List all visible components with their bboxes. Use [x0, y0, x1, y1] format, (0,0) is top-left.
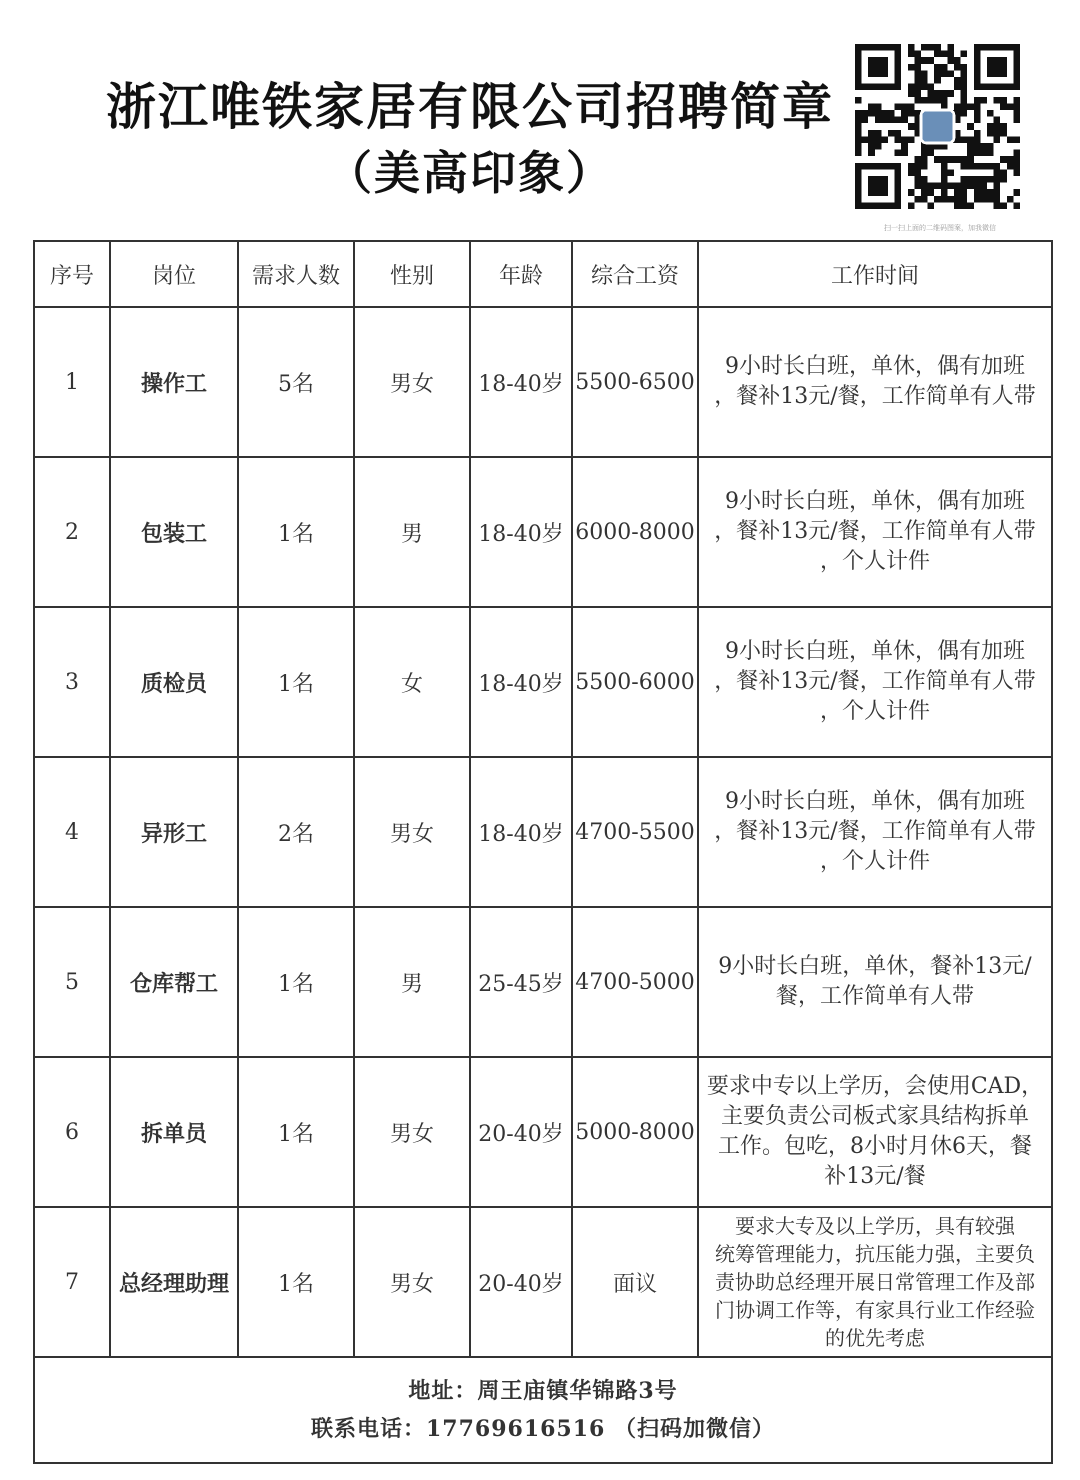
row-salary: 5500-6500 — [572, 307, 698, 457]
row-number: 7 — [34, 1207, 110, 1357]
row-salary: 6000-8000 — [572, 457, 698, 607]
row-age: 18-40岁 — [470, 307, 572, 457]
address: 地址：周王庙镇华锦路3号 — [408, 1378, 678, 1404]
desc-line: ，餐补13元/餐，工作简单有人带 — [714, 519, 1036, 544]
table-header-row — [34, 241, 1052, 307]
table-row — [34, 457, 1052, 607]
page-subtitle: （美高印象） — [326, 146, 614, 200]
row-work-time — [698, 457, 1052, 607]
desc-line: ，餐补13元/餐，工作简单有人带 — [714, 384, 1036, 409]
row-gender: 男 — [354, 907, 470, 1057]
contact-info — [34, 1357, 1052, 1463]
row-number: 1 — [34, 307, 110, 457]
row-number: 4 — [34, 757, 110, 907]
desc-line: 工作。包吃，8小时月休6天，餐 — [718, 1134, 1032, 1159]
qr-caption: 扫一扫上面的二维码图案，加我微信 — [884, 224, 996, 232]
table-row — [34, 907, 1052, 1057]
row-position: 质检员 — [110, 607, 238, 757]
desc-line: ，个人计件 — [819, 699, 930, 724]
desc-line: 要求中专以上学历，会使用CAD， — [706, 1074, 1044, 1099]
row-age: 18-40岁 — [470, 457, 572, 607]
title-block — [80, 72, 860, 204]
row-gender: 女 — [354, 607, 470, 757]
row-salary: 4700-5000 — [572, 907, 698, 1057]
desc-line: 要求大专及以上学历，具有较强 — [735, 1214, 1015, 1238]
header-no: 序号 — [34, 241, 110, 307]
row-work-time — [698, 1207, 1052, 1357]
row-number: 3 — [34, 607, 110, 757]
header-work-time: 工作时间 — [698, 241, 1052, 307]
row-work-time — [698, 607, 1052, 757]
table-row — [34, 607, 1052, 757]
desc-line: 9小时长白班，单休，偶有加班 — [725, 639, 1025, 664]
row-age: 20-40岁 — [470, 1207, 572, 1357]
desc-line: ，个人计件 — [819, 849, 930, 874]
row-age: 25-45岁 — [470, 907, 572, 1057]
header-count: 需求人数 — [238, 241, 354, 307]
header-salary: 综合工资 — [572, 241, 698, 307]
desc-line: 的优先考虑 — [825, 1326, 925, 1350]
desc-line: 餐，工作简单有人带 — [775, 984, 974, 1009]
row-position: 总经理助理 — [110, 1207, 238, 1357]
row-gender: 男 — [354, 457, 470, 607]
desc-line: ，餐补13元/餐，工作简单有人带 — [714, 669, 1036, 694]
header-position: 岗位 — [110, 241, 238, 307]
footer-row — [34, 1357, 1052, 1463]
row-count: 2名 — [238, 757, 354, 907]
row-salary: 5500-6000 — [572, 607, 698, 757]
row-position: 仓库帮工 — [110, 907, 238, 1057]
row-position: 异形工 — [110, 757, 238, 907]
header-gender: 性别 — [354, 241, 470, 307]
table-row — [34, 1057, 1052, 1207]
row-work-time — [698, 1057, 1052, 1207]
row-age: 20-40岁 — [470, 1057, 572, 1207]
desc-line: 9小时长白班，单休，偶有加班 — [725, 789, 1025, 814]
row-count: 5名 — [238, 307, 354, 457]
row-gender: 男女 — [354, 1057, 470, 1207]
row-position: 拆单员 — [110, 1057, 238, 1207]
row-age: 18-40岁 — [470, 757, 572, 907]
row-age: 18-40岁 — [470, 607, 572, 757]
desc-line: 9小时长白班，单休，偶有加班 — [725, 489, 1025, 514]
desc-line: 门协调工作等，有家具行业工作经验 — [715, 1298, 1035, 1322]
row-salary: 4700-5500 — [572, 757, 698, 907]
desc-line: 补13元/餐 — [824, 1164, 926, 1189]
row-gender: 男女 — [354, 307, 470, 457]
row-position: 包装工 — [110, 457, 238, 607]
jobs-table — [33, 240, 1053, 1464]
row-work-time — [698, 907, 1052, 1057]
qr-code-icon[interactable] — [855, 44, 1020, 209]
table-row — [34, 757, 1052, 907]
row-number: 6 — [34, 1057, 110, 1207]
row-work-time — [698, 307, 1052, 457]
desc-line: 主要负责公司板式家具结构拆单 — [720, 1104, 1029, 1129]
row-count: 1名 — [238, 907, 354, 1057]
table-row — [34, 307, 1052, 457]
row-number: 2 — [34, 457, 110, 607]
row-count: 1名 — [238, 1057, 354, 1207]
desc-line: 9小时长白班，单休，偶有加班 — [725, 354, 1025, 379]
row-position: 操作工 — [110, 307, 238, 457]
row-number: 5 — [34, 907, 110, 1057]
desc-line: 9小时长白班，单休，餐补13元/ — [718, 954, 1032, 979]
row-gender: 男女 — [354, 1207, 470, 1357]
header-age: 年龄 — [470, 241, 572, 307]
row-count: 1名 — [238, 607, 354, 757]
page-title: 浙江唯铁家居有限公司招聘简章 — [106, 77, 834, 136]
table-row — [34, 1207, 1052, 1357]
row-work-time — [698, 757, 1052, 907]
desc-line: 责协助总经理开展日常管理工作及部 — [715, 1270, 1035, 1294]
desc-line: ，个人计件 — [819, 549, 930, 574]
row-count: 1名 — [238, 457, 354, 607]
desc-line: ，餐补13元/餐，工作简单有人带 — [714, 819, 1036, 844]
desc-line: 统筹管理能力，抗压能力强，主要负 — [715, 1242, 1035, 1266]
row-gender: 男女 — [354, 757, 470, 907]
phone: 联系电话：17769616516 （扫码加微信） — [310, 1416, 776, 1442]
row-salary: 5000-8000 — [572, 1057, 698, 1207]
row-count: 1名 — [238, 1207, 354, 1357]
row-salary: 面议 — [572, 1207, 698, 1357]
